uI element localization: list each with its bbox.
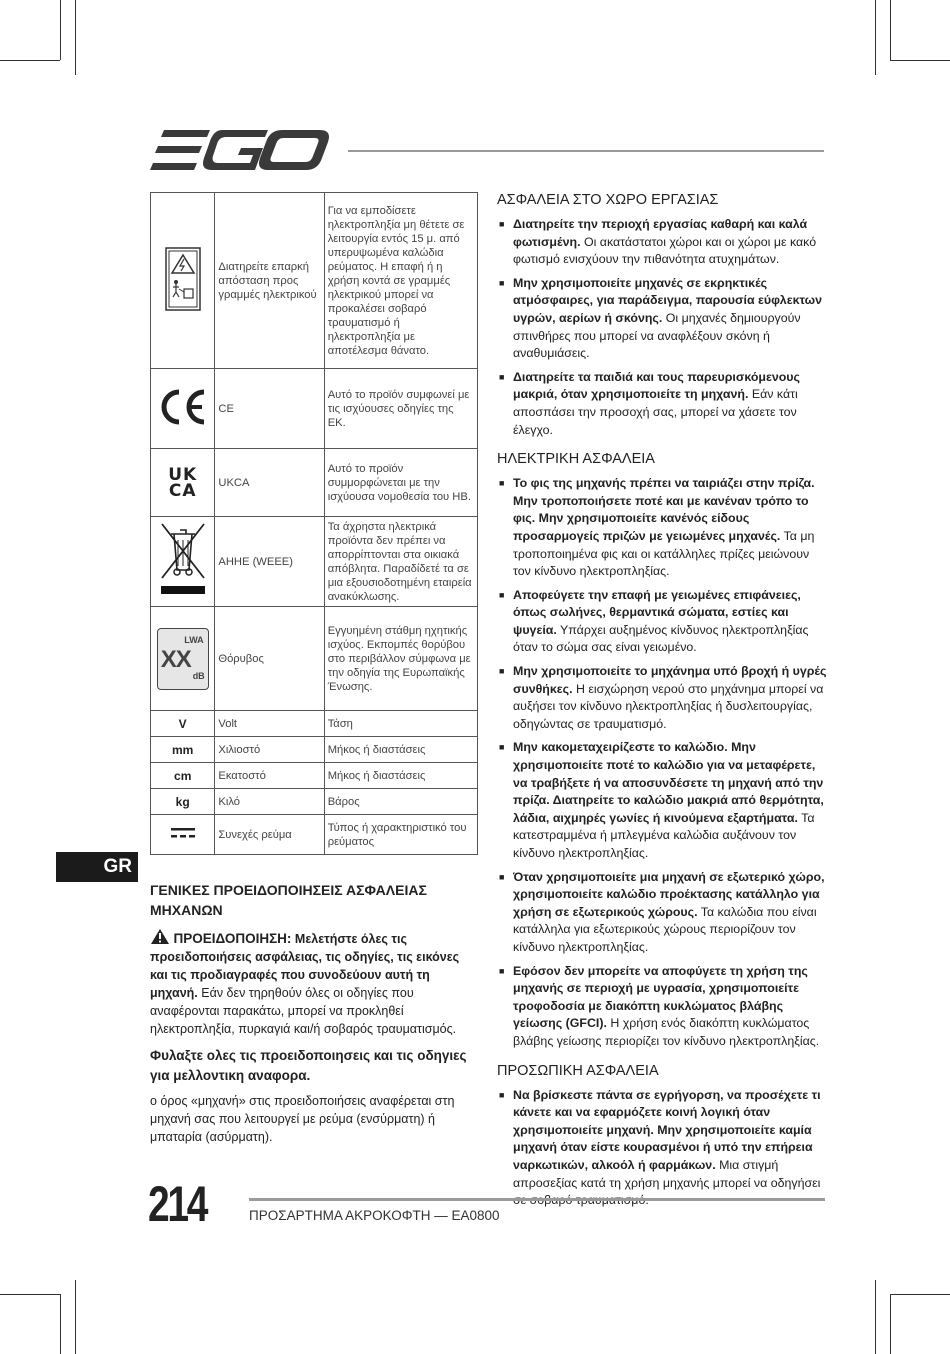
symbol-name: Κιλό [215,789,324,815]
ce-mark-icon [158,388,208,426]
personal-safety-heading: ΠΡΟΣΩΠΙΚΗ ΑΣΦΑΛΕΙΑ [497,1062,659,1079]
item-text: Η χρήση ενός διακόπτη κυκλώματος βλάβης γείωσης περιορίζει τον κίνδυνο ηλεκτροπληξίας. [513,1016,820,1048]
list-item [497,369,827,439]
noise-level-icon [157,628,209,690]
item-bold: Εφόσον δεν μπορείτε να αποφύγετε τη χρήση της μηχανής σε περιοχή με υγρασία, χρησιμοποιείτε τροφοδοσία με διακόπτη κυκλώματος βλάβης γείωσης (GFCI). [513,963,808,1031]
keep-instructions-text: Φυλαξτε ολες τις προειδοποιησεις και τις οδηγιες για μελλοντικη αναφορα. [150,1048,467,1083]
work-area-list [497,216,827,439]
work-area-safety-heading: ΑΣΦΑΛΕΙΑ ΣΤΟ ΧΩΡΟ ΕΡΓΑΣΙΑΣ [497,192,719,208]
crop-mark [60,1294,61,1354]
crop-mark [890,1294,891,1354]
symbol-cell [151,815,215,855]
symbol-name: ΑΗΗΕ (WEEE) [215,517,324,607]
item-bold: Να βρίσκεστε πάντα σε εγρήγορση, να προσέχετε τι κάνετε και να εφαρμόζετε κοινή λογική όταν χρησιμοποιείτε μηχανή. Μην χρησιμοποιείτε καμία μηχανή όταν είστε κουρασμένοι ή υπό την επήρεια ναρκωτικών, αλκοόλ ή φαρμάκων. [513,1087,821,1172]
symbol-description: Αυτό το προϊόν συμμορφώνεται με την ισχύουσα νομοθεσία του ΗΒ. [324,449,477,517]
symbol-description: Τα άχρηστα ηλεκτρικά προϊόντα δεν πρέπει να απορρίπτονται στα οικιακά απόβλητα. Παραδίδετέ τα σε μια εξουσιοδοτημένη εταιρεία ανακύκλωσης. [324,517,477,607]
crop-mark [875,0,876,75]
item-text: Εάν κάτι αποσπάσει την προσοχή σας, μπορεί να χάσετε τον έλεγχο. [513,387,798,437]
electrical-safety-heading: ΗΛΕΚΤΡΙΚΗ ΑΣΦΑΛΕΙΑ [497,451,655,468]
symbol-cell [151,369,215,449]
list-item [497,275,827,363]
item-bold: Το φις της μηχανής πρέπει να ταιριάζει στην πρίζα. Μην τροποποιήσετε ποτέ και με κανέναν τρόπο το φις. Μην χρησιμοποιείτε κανένός είδους προσαρμογείς πριζών με γειωμένες μηχανές. [513,476,815,543]
item-text: Τα κατεστραμμένα ή μπλεγμένα καλώδια αυξάνουν τον κίνδυνο ηλεκτροπληξίας. [513,810,815,860]
table-row [151,369,478,449]
general-warnings-heading: ΓΕΝΙΚΕΣ ΠΡΟΕΙΔΟΠΟΙΗΣΕΙΣ ΑΣΦΑΛΕΙΑΣ ΜΗΧΑΝΩΝ [150,882,427,918]
weee-bin-icon [158,520,208,600]
item-text: Οι ακατάστατοι χώροι και οι χώροι με κακό φωτισμό ενισχύουν την πιθανότητα ατυχημάτων. [513,234,817,267]
symbol-cell [151,449,215,517]
table-row [151,789,478,815]
item-bold: Όταν χρησιμοποιείτε μια μηχανή σε εξωτερικό χώρο, χρησιμοποιείτε καλώδιο προέκτασης κατάλληλο για χρήση σε εξωτερικούς χώρους. [513,869,825,919]
footer-rule [249,1198,825,1201]
warning-label: ΠΡΟΕΙΔΟΠΟΙΗΣΗ: [173,931,292,946]
crop-mark [0,1294,60,1295]
crop-mark [60,0,61,60]
list-item [497,963,827,1051]
crop-mark [0,60,60,61]
page-number: 214 [148,1176,207,1232]
item-bold: Μην κακομεταχειρίζεστε το καλώδιο. Μην χρησιμοποιείτε ποτέ το καλώδιο για να μεταφέρετε, να τραβήξετε ή να αποσυνδέσετε τη μηχανή από την πρίζα. Διατηρείτε το καλώδιο μακριά από θερμότητα, λάδια, αιχμηρές γωνίες ή κινούμενα εξαρτήματα. [513,740,824,825]
symbols-table [150,192,478,855]
term-note-text: ο όρος «μηχανή» στις προειδοποιήσεις αναφέρεται στη μηχανή σας που λειτουργεί με ρεύμα (ενσύρματη) ή μπαταρία (ασύρματη). [150,1094,455,1144]
noise-lwa-label: LWA [184,634,204,645]
symbol-cell [151,517,215,607]
crop-mark [875,1280,876,1354]
symbol-name: Volt [215,711,324,737]
table-row [151,517,478,607]
symbol-description: Τύπος ή χαρακτηριστικό του ρεύματος [324,815,477,855]
footer-title: ΠΡΟΣΑΡΤΗΜΑ ΑΚΡΟΚΟΦΤΗ — EA0800 [249,1208,500,1223]
crop-mark [890,0,891,60]
symbol-name: Συνεχές ρεύμα [215,815,324,855]
warning-bold-text: Μελετήστε όλες τις προειδοποιήσεις ασφάλειας, τις οδηγίες, τις εικόνες και τις προδιαγραφές που συνοδεύουν αυτή τη μηχανή. [150,932,460,1000]
symbol-name: Διατηρείτε επαρκή απόσταση προς γραμμές ηλεκτρικού [215,193,324,369]
item-bold: Μην χρησιμοποιείτε το μηχάνημα υπό βροχή ή υγρές συνθήκες. [513,664,827,696]
direct-current-icon [170,826,196,840]
symbol-description: Τάση [324,711,477,737]
list-item [497,216,827,269]
table-row [151,737,478,763]
unit-symbol: V [151,711,215,737]
symbol-description: Για να εμποδίσετε ηλεκτροπληξία μη θέτετε σε λειτουργία εντός 15 μ. από υπερυψωμένα καλώδια ρεύματος. Η επαφή ή η χρήση κοντά σε γραμμές ηλεκτρικού μπορεί να προκαλέσει σοβαρό τραυματισμό ή ηλεκτροπληξία με αποτέλεσμα θάνατο. [324,193,477,369]
warning-paragraph [150,928,480,1038]
electrical-safety-list [497,475,827,1050]
table-row [151,763,478,789]
table-row [151,711,478,737]
item-bold: Διατηρείτε την περιοχή εργασίας καθαρή και καλά φωτισμένη. [513,217,808,249]
table-row [151,815,478,855]
unit-symbol: kg [151,789,215,815]
personal-safety-list [497,1087,827,1210]
unit-symbol: mm [151,737,215,763]
symbol-name: Χιλιοστό [215,737,324,763]
header-rule [348,150,824,152]
symbol-name: CE [215,369,324,449]
list-item [497,1087,827,1210]
warning-text: Εάν δεν τηρηθούν όλες οι οδηγίες που αναφέρονται παρακάτω, μπορεί να προκληθεί ηλεκτροπληξία, πυρκαγιά και/ή σοβαρός τραυματισμός. [150,986,457,1036]
item-text: Μια στιγμή απροσεξίας κατά τη χρήση μηχανής μπορεί να οδηγήσει [513,1157,821,1190]
symbol-name: UKCA [215,449,324,517]
crop-mark [75,1280,76,1354]
list-item [497,739,827,862]
item-text: Η εισχώρηση νερού στο μηχάνημα μπορεί να αυξήσει τον κίνδυνο ηλεκτροπληξίας ή δυσλειτουργίας, οδηγώντας σε τραυματισμό. [513,681,824,731]
symbol-cell [151,607,215,711]
table-row [151,449,478,517]
electric-shock-distance-icon [165,247,201,311]
symbol-name: Θόρυβος [215,607,324,711]
symbol-description: Μήκος ή διαστάσεις [324,737,477,763]
table-row [151,607,478,711]
crop-mark [890,1294,950,1295]
language-tab: GR [56,852,138,882]
table-row [151,193,478,369]
list-item [497,587,827,657]
crop-mark [75,0,76,75]
item-text: Υπάρχει αυξημένος κίνδυνος ηλεκτροπληξίας όταν το σώμα σας είναι γειωμένο. [513,622,809,655]
item-bold: Αποφεύγετε την επαφή με γειωμένες επιφάνειες, όπως σωλήνες, θερμαντικά σώματα, εστίες και ψυγεία. [513,587,801,637]
ego-logo [150,128,332,174]
list-item [497,663,827,733]
symbol-description: Μήκος ή διαστάσεις [324,763,477,789]
item-text: Τα καλώδια που είναι κατάλληλα για εξωτερικούς χώρους περιορίζουν τον κίνδυνο ηλεκτροπληξίας. [513,904,817,954]
ukca-mark-icon: UKCA [168,464,198,501]
symbol-description: Αυτό το προϊόν συμφωνεί με τις ισχύουσες οδηγίες της ΕΚ. [324,369,477,449]
symbol-name: Εκατοστό [215,763,324,789]
item-text: Τα μη τροποποιημένα φις και οι κατάλληλες πρίζες μειώνουν τον κίνδυνο ηλεκτροπληξίας. [513,528,815,579]
symbol-cell [151,193,215,369]
right-column [497,190,827,1220]
symbol-description: Εγγυημένη στάθμη ηχητικής ισχύος. Εκπομπές θορύβου στο περιβάλλον σύμφωνα με την οδηγία της Ευρωπαϊκής Ένωσης. [324,607,477,711]
noise-db-label: dB [192,670,205,681]
list-item [497,869,827,957]
left-column [150,880,480,1146]
warning-triangle-icon [150,928,170,945]
unit-symbol: cm [151,763,215,789]
item-bold: Μην χρησιμοποιείτε μηχανές σε εκρηκτικές ατμόσφαιρες, για παράδειγμα, παρουσία εύφλεκτων υγρών, αερίων ή σκόνης. [513,275,823,325]
list-item [497,475,827,581]
item-bold: Διατηρείτε τα παιδιά και τους παρευρισκόμενους μακριά, όταν χρησιμοποιείτε τη μηχανή. [513,369,800,402]
item-text: Οι μηχανές δημιουργούν σπινθήρες που μπορεί να αναφλέξουν σκόνη ή αναθυμιάσεις. [513,310,801,361]
symbol-description: Βάρος [324,789,477,815]
crop-mark [890,60,950,61]
noise-value-placeholder: XX [160,645,191,673]
